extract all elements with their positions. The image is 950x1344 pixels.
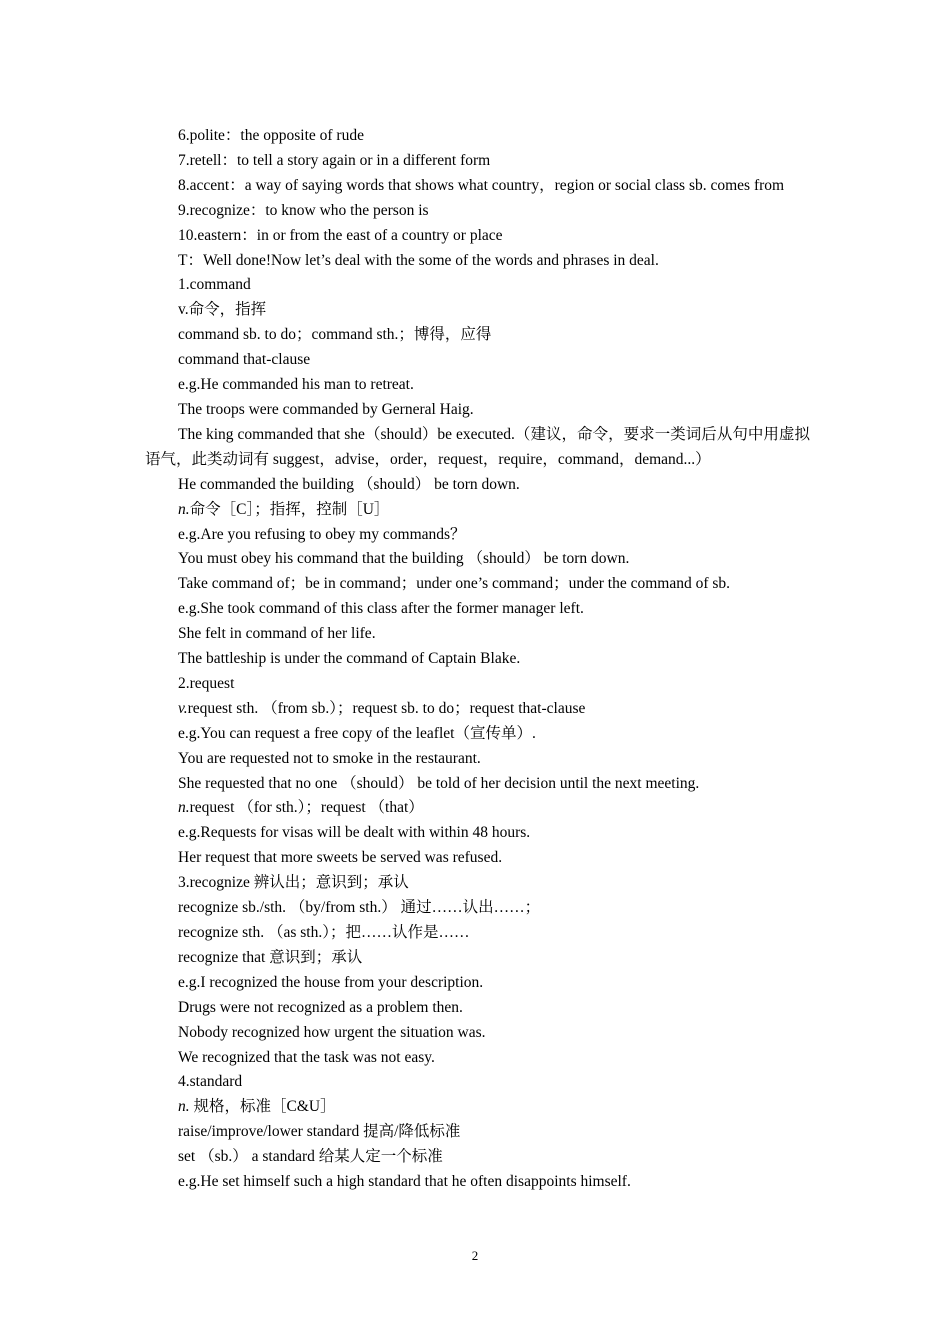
standard-example-1: e.g.He set himself such a high standard that he often disappoints himself. — [178, 1173, 631, 1191]
recognize-usage-1: recognize sb./sth. （by/from sth.） 通过……认出……； — [178, 899, 541, 917]
command-example-9: The battleship is under the command of Captain Blake. — [178, 650, 521, 668]
command-verb-meaning: v.命令，指挥 — [178, 301, 267, 319]
command-example-7: e.g.She took command of this class after the former manager left. — [178, 600, 584, 618]
definition-polite: 6.polite：the opposite of rude — [178, 127, 364, 144]
page-number: 2 — [471, 1248, 479, 1263]
pos-label-noun: n. — [178, 1098, 190, 1116]
heading-recognize: 3.recognize 辨认出；意识到；承认 — [178, 874, 409, 892]
definition-eastern: 10.eastern：in or from the east of a country or place — [178, 226, 503, 244]
request-example-5: Her request that more sweets be served was refused. — [178, 849, 503, 867]
pos-label-verb: v. — [178, 699, 188, 717]
standard-usage-1: raise/improve/lower standard 提高/降低标准 — [178, 1123, 461, 1141]
recognize-usage-3: recognize that 意识到；承认 — [178, 948, 363, 966]
request-example-3: She requested that no one （should） be told of her decision until the next meeting. — [178, 774, 700, 792]
definition-recognize: 9.recognize：to know who the person is — [178, 201, 429, 219]
request-example-2: You are requested not to smoke in the restaurant. — [178, 749, 481, 767]
document-body — [145, 124, 810, 1195]
heading-standard: 4.standard — [178, 1073, 243, 1091]
request-example-1: e.g.You can request a free copy of the leaflet（宣传单）. — [178, 724, 536, 742]
recognize-example-2: Drugs were not recognized as a problem then. — [178, 998, 463, 1016]
command-that-clause: command that-clause — [178, 351, 311, 369]
command-phrases: Take command of；be in command；under one’s command；under the command of sb. — [178, 575, 731, 593]
command-noun-meaning — [145, 498, 810, 523]
recognize-example-1: e.g.I recognized the house from your description. — [178, 973, 484, 991]
standard-noun-meaning-text: 规格，标准［C&U］ — [189, 1098, 336, 1116]
command-example-2: The troops were commanded by Gerneral Haig. — [178, 400, 474, 418]
standard-usage-2: set （sb.） a standard 给某人定一个标准 — [178, 1148, 443, 1166]
command-example-5: e.g.Are you refusing to obey my commands？ — [178, 525, 466, 543]
pos-label-noun: n. — [178, 799, 190, 817]
command-noun-meaning-text: 命令［C］；指挥，控制［U］ — [189, 500, 390, 518]
standard-noun-meaning — [145, 1095, 810, 1120]
command-example-1: e.g.He commanded his man to retreat. — [178, 376, 414, 394]
heading-request: 2.request — [178, 674, 235, 692]
command-example-8: She felt in command of her life. — [178, 625, 376, 643]
request-example-4: e.g.Requests for visas will be dealt with within 48 hours. — [178, 824, 531, 842]
recognize-example-4: We recognized that the task was not easy. — [178, 1048, 435, 1066]
command-example-6: You must obey his command that the building （should） be torn down. — [178, 550, 630, 568]
recognize-example-3: Nobody recognized how urgent the situation was. — [178, 1023, 486, 1041]
request-verb-usage — [145, 697, 810, 722]
heading-command: 1.command — [178, 276, 251, 294]
teacher-remark: T：Well done!Now let’s deal with the some of the words and phrases in deal. — [178, 251, 659, 269]
request-noun-usage — [145, 796, 810, 821]
definition-retell: 7.retell：to tell a story again or in a different form — [178, 151, 491, 169]
command-verb-usage: command sb. to do；command sth.；博得，应得 — [178, 326, 492, 344]
definition-accent: 8.accent：a way of saying words that shows what country，region or social class sb. comes from — [178, 176, 785, 194]
request-noun-usage-text: request （for sth.）；request （that） — [189, 799, 424, 817]
recognize-usage-2: recognize sth. （as sth.）；把……认作是…… — [178, 924, 470, 941]
request-verb-usage-text: request sth. （from sb.）；request sb. to do；request that-clause — [187, 699, 586, 717]
command-example-4: He commanded the building （should） be torn down. — [178, 475, 520, 493]
command-example-3: The king commanded that she（should）be executed.（建议，命令，要求一类词后从句中用虚拟语气，此类动词有 suggest，advise，order，request，require，command，demand...） — [145, 425, 810, 468]
pos-label-noun: n. — [178, 500, 190, 518]
